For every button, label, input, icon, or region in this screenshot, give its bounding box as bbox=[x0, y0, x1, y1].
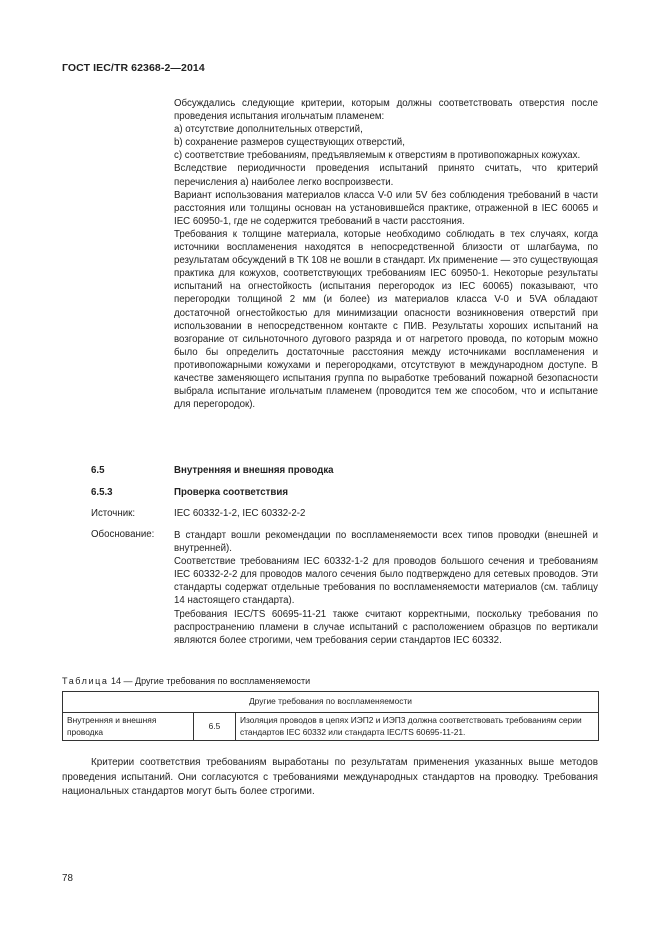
document-header: ГОСТ IEC/TR 62368-2—2014 bbox=[62, 62, 205, 74]
criteria-discussion-block bbox=[174, 97, 598, 411]
table-cell-name: Внутренняя и внешняя проводка bbox=[63, 713, 194, 741]
page-number: 78 bbox=[62, 873, 73, 884]
caption-prefix: Таблица bbox=[62, 676, 109, 686]
paragraph: Вариант использования материалов класса V-0 или 5V без соблюдения требований в части расстояния или толщины основан на установившейся практике, отраженной в IEC 60065 и IEC 60950-1, где не содержится требований в части расстояния. bbox=[174, 189, 598, 227]
source-value: IEC 60332-1-2, IEC 60332-2-2 bbox=[174, 508, 306, 519]
list-item: b) сохранение размеров существующих отверстий, bbox=[174, 137, 405, 149]
caption-text: 14 — Другие требования по воспламеняемости bbox=[111, 676, 311, 686]
paragraph: Соответствие требованиям IEC 60332-1-2 для проводов большого сечения и требованиям IEC 60332-2-2 для проводов малого сечения было подтверждено для сетевых проводов. Эти стандарты содержат отдельные требования по воспламеняемости материалов (см. таблицу 14 настоящего стандарта). bbox=[174, 556, 598, 607]
table-row bbox=[63, 713, 599, 741]
list-item: a) отсутствие дополнительных отверстий, bbox=[174, 124, 363, 136]
paragraph: Вследствие периодичности проведения испытаний принято считать, что критерий перечисления а) наиболее легко воспроизвести. bbox=[174, 163, 598, 188]
section-title: Проверка соответствия bbox=[174, 487, 288, 498]
paragraph: В стандарт вошли рекомендации по воспламеняемости всех типов проводки (внешней и внутренней). bbox=[174, 530, 598, 555]
table-header-cell: Другие требования по воспламеняемости bbox=[63, 692, 599, 713]
table-cell-text: Изоляция проводов в цепях ИЭП2 и ИЭП3 должна соответствовать требованиям серии стандартов IEC 60332 или стандарта IEC/TS 60695-11-21. bbox=[236, 713, 599, 741]
section-number: 6.5 bbox=[91, 465, 105, 476]
section-number: 6.5.3 bbox=[91, 487, 113, 498]
rationale-label: Обоснование: bbox=[91, 529, 155, 540]
table-caption bbox=[62, 676, 310, 686]
paragraph: Критерии соответствия требованиям выработаны по результатам применения указанных выше методов проведения испытаний. Они согласуются с требованиями международных стандартов на проводку. Требования национальных стандартов могут быть более строгими. bbox=[62, 757, 598, 797]
source-label: Источник: bbox=[91, 508, 136, 519]
closing-paragraph bbox=[62, 756, 598, 800]
list-item: c) соответствие требованиям, предъявляемым к отверстиям в противопожарных кожухах. bbox=[174, 150, 581, 162]
table-header-row bbox=[63, 692, 599, 713]
paragraph: Требования к толщине материала, которые необходимо соблюдать в тех случаях, когда источники воспламенения находятся в непосредственной близости от шлагбаума, по результатам обсуждений в ТК 108 не вошли в стандарт. Их применение — это существующая практика для кожухов, соответствующих требованиям IEC 60950-1. Некоторые результаты испытаний на огнестойкость (испытания перегородок из IEC 60065) показывают, что перегородки толщиной 2 мм (и более) из материалов класса V-0 и 5VA обладают достаточной огнестойкостью для минимизации опасности возникновения отверстий при использовании в непосредственном контакте с ПИВ. Результаты хороших испытаний на возгорание от сильноточного дугового разряда и от нагретого провода, по которым можно было бы определить достаточные расстояния между источниками воспламенения и противопожарными кожухами и перегородками, отсутствуют в международном доступе. В качестве заменяющего испытания группа по выработке требований пожарной безопасности выбрала испытание игольчатым пламенем (проводится тем же способом, что и испытание для перегородок). bbox=[174, 228, 598, 411]
flammability-table bbox=[62, 691, 599, 741]
paragraph: Обсуждались следующие критерии, которым должны соответствовать отверстия после проведения испытания игольчатым пламенем: bbox=[174, 98, 598, 123]
rationale-text bbox=[174, 529, 598, 647]
table-cell-clause: 6.5 bbox=[194, 713, 236, 741]
paragraph: Требования IEC/TS 60695-11-21 также считают корректными, поскольку требования по распространению пламени в случае испытаний с расположением образцов по вертикали являются более строгими, чем требования серии стандартов IEC 60332. bbox=[174, 608, 598, 646]
section-title: Внутренняя и внешняя проводка bbox=[174, 465, 334, 476]
